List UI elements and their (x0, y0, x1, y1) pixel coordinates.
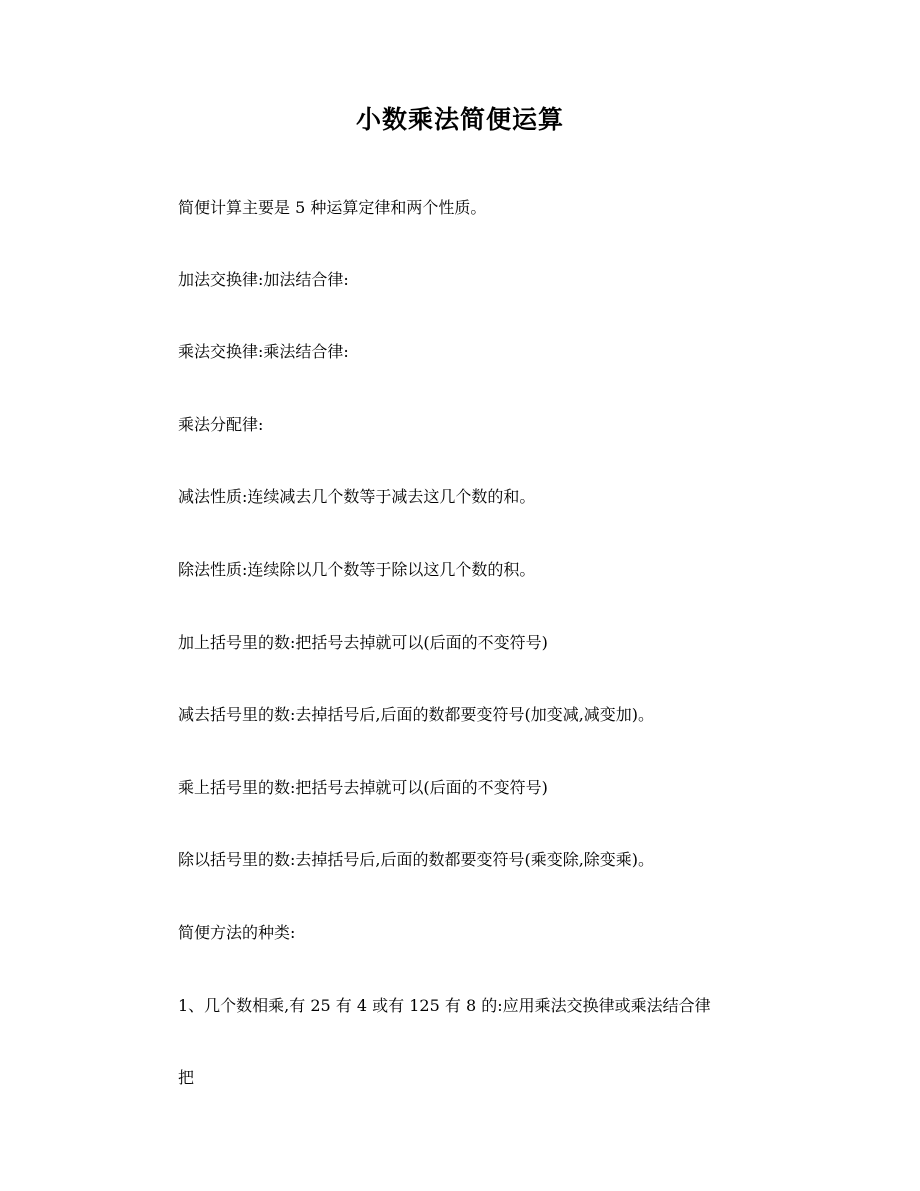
paragraph-multiplication-laws: 乘法交换律:乘法结合律: (178, 342, 349, 361)
paragraph-subtract-bracket-rule: 减去括号里的数:去掉括号后,后面的数都要变符号(加变减,减变加)。 (178, 705, 655, 724)
paragraph-add-bracket-rule: 加上括号里的数:把括号去掉就可以(后面的不变符号) (178, 633, 548, 652)
paragraph-multiply-bracket-rule: 乘上括号里的数:把括号去掉就可以(后面的不变符号) (178, 778, 548, 797)
paragraph-method-1: 1、几个数相乘,有 25 有 4 或有 125 有 8 的:应用乘法交换律或乘法结合律 (178, 996, 711, 1015)
paragraph-divide-bracket-rule: 除以括号里的数:去掉括号后,后面的数都要变符号(乘变除,除变乘)。 (178, 850, 655, 869)
paragraph-subtraction-property: 减法性质:连续减去几个数等于减去这几个数的和。 (178, 487, 536, 506)
document-title: 小数乘法简便运算 (355, 105, 564, 134)
paragraph-intro: 简便计算主要是 5 种运算定律和两个性质。 (178, 198, 487, 217)
paragraph-addition-laws: 加法交换律:加法结合律: (178, 270, 349, 289)
paragraph-division-property: 除法性质:连续除以几个数等于除以这几个数的积。 (178, 560, 536, 579)
paragraph-continuation: 把 (178, 1068, 195, 1087)
paragraph-distributive-law: 乘法分配律: (178, 415, 264, 434)
paragraph-method-types: 简便方法的种类: (178, 923, 296, 942)
